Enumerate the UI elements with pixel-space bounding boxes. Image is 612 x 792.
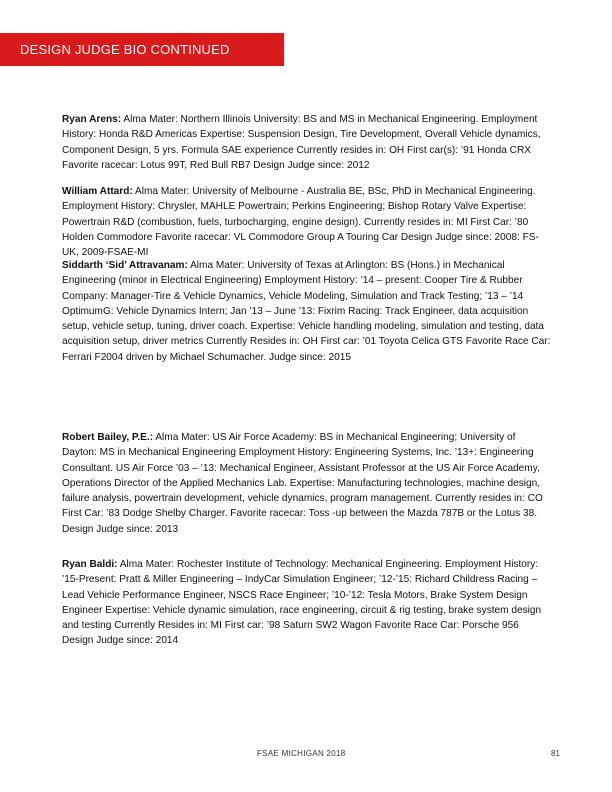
header-banner xyxy=(0,33,284,66)
bio-text: Alma Mater: Rochester Institute of Technology: Mechanical Engineering. Employment History: ’15-Present: Pratt & Miller Engineering – IndyCar Simulation Engineer; ’12-’15: Richard Childress Racing – Lead Vehicle Performance Engineer, NSCS Race Engineer; ’10-’12: Tesla Motors, Brake System Design Engineer Expertise: Vehicle dynamic simulation, race engineering, circuit & rig testing, brake system design and testing Currently Resides in: MI First car: ’98 Saturn SW2 Wagon Favorite Race Car: Porsche 956 Design Judge since: 2014 xyxy=(62,559,542,647)
bio-text: Alma Mater: US Air Force Academy: BS in Mechanical Engineering; University of Dayton: MS in Mechanical Engineering Employment History: Engineering Systems, Inc. ’13+: Engineering Consultant. US Air Force ’03 – ’13: Mechanical Engineer, Assistant Professor at the US Air Force Academy, Operations Director of the Applied Mechanics Lab. Expertise: Manufacturing technologies, machine design, failure analysis, powertrain development, vehicle dynamics, program management. Currently resides in: CO First Car: ’83 Dodge Shelby Charger. Favorite racecar: Toss -up between the Mazda 787B or the Lotus 38. Design Judge since: 2013 xyxy=(62,432,543,535)
bio-ryan-arens xyxy=(62,112,552,173)
bio-text: Alma Mater: University of Texas at Arlington: BS (Hons.) in Mechanical Engineering (minor in Electrical Engineering) Employment History: ’14 – present: Cooper Tire & Rubber Company: Manager-Tire & Vehicle Dynamics, Vehicle Modeling, Simulation and Track Testing; ’13 – ’14 OptimumG: Vehicle Dynamics Intern; Jan ’13 – June ’13: Fixrim Racing: Track Engineer, data acquisition setup, vehicle setup, tuning, driver coach. Expertise: Vehicle handling modeling, simulation and testing, data acquisition setup, driver metrics Currently Resides in: OH First car: ’01 Toyota Celica GTS Favorite Race Car: Ferrari F2004 driven by Michael Schumacher. Judge since: 2015 xyxy=(62,260,551,363)
page-title: DESIGN JUDGE BIO CONTINUED xyxy=(20,42,230,57)
bio-siddarth-attravanam xyxy=(62,258,552,365)
page-number: 81 xyxy=(551,749,560,758)
bio-name: Ryan Arens: xyxy=(62,114,122,125)
bio-text: Alma Mater: University of Melbourne - Australia BE, BSc, PhD in Mechanical Engineering. Employment History: Chrysler, MAHLE Powertrain; Perkins Engineering; Bishop Rotary Valve Expertise: Powertrain R&D (combustion, fuels, turbocharging, engine design). Currently resides in: MI First Car: ’80 Holden Commodore Favorite racecar: VL Commodore Group A Touring Car Design Judge since: 2008: FS-UK, 2009-FSAE-MI xyxy=(62,186,539,259)
footer-label: FSAE MICHIGAN 2018 xyxy=(257,749,346,758)
bio-name: William Attard: xyxy=(62,186,133,197)
bio-name: Ryan Baldi: xyxy=(62,559,118,570)
bio-william-attard xyxy=(62,184,552,260)
bio-name: Siddarth ‘Sid’ Attravanam: xyxy=(62,260,188,271)
bio-name: Robert Bailey, P.E.: xyxy=(62,432,154,443)
bio-ryan-baldi xyxy=(62,557,552,649)
bio-robert-bailey xyxy=(62,430,552,537)
bio-text: Alma Mater: Northern Illinois University: BS and MS in Mechanical Engineering. Employment History: Honda R&D Americas Expertise: Suspension Design, Tire Development, Overall Vehicle dynamics, Component Design, 5 yrs. Formula SAE experience Currently resides in: OH First car(s): ’91 Honda CRX Favorite racecar: Lotus 99T, Red Bull RB7 Design Judge since: 2012 xyxy=(62,114,541,171)
